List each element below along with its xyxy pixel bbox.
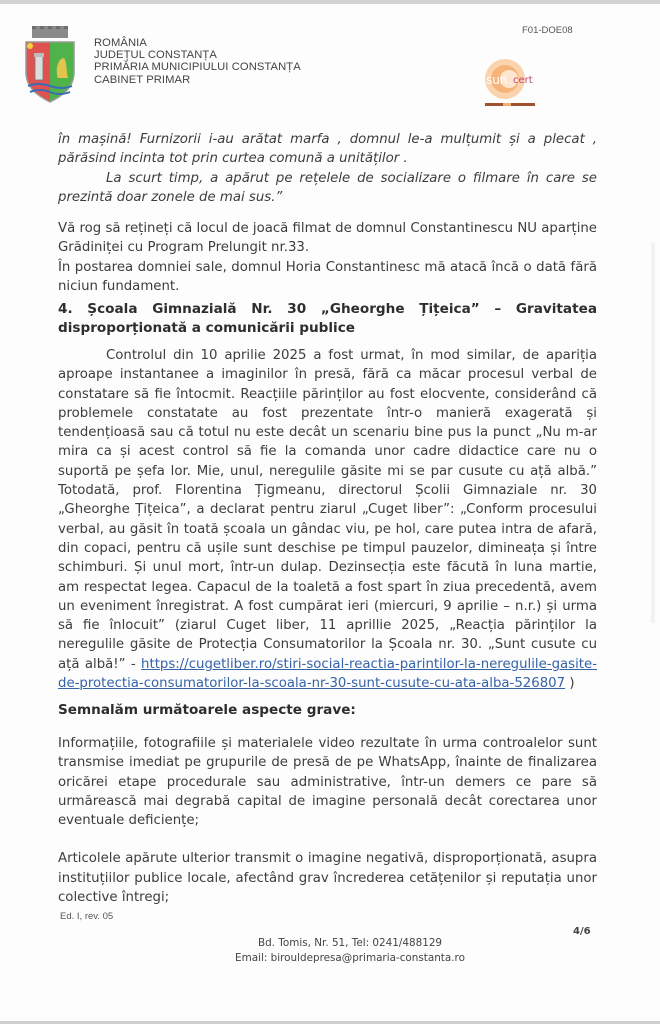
constanta-coat-of-arms-icon <box>20 26 80 106</box>
playground-statement <box>58 219 597 296</box>
suncert-cert-text: cert <box>513 75 533 86</box>
section-4-closing: ) <box>565 676 575 692</box>
footer-contact <box>200 936 500 966</box>
edition-revision: Ed. I, rev. 05 <box>60 911 114 922</box>
page-edge-shadow <box>651 243 655 623</box>
section-4-paragraph <box>58 346 597 693</box>
suncert-logo-icon <box>481 57 545 113</box>
document-reference: F01-DOE08 <box>522 25 573 36</box>
section-4-text: Controlul din 10 aprilie 2025 a fost urmat, în mod similar, de apariția aproape instantanee a imaginilor în presă, fără ca măcar procesul verbal de constatare să fie întocmit. Reacțiile părinților au fost elocvente, considerând că problemele constatate au fost prezentate într-o manieră exagerată și tendențioasă sau că totul nu este decât un scenariu bine pus la punct „Nu m-ar mira ca și acest control să fie la comanda unor cadre didactice care nu o suportă pe șefa lor. Mie, unul, neregulile găsite mi se par cusute cu ață albă.” Totodată, prof. Florentina Țigmeanu, directorul Școlii Gimnaziale nr. 30 „Gheorghe Țițeica”, a declarat pentru ziarul „Cuget liber”: „Conform procesului verbal, au găsit în toată școala un gândac viu, pe hol, care putea intra de afară, din copaci, pentru că ușile sunt deschise pe timpul pauzelor, dimineața și între schimburi. Și unul mort, într-un dulap. Dezinsecția este făcută în luna martie, am respectat legea. Capacul de la toaletă a fost spart în ziua precedentă, avem un eveniment înregistrat. A fost cumpărat ieri (miercuri, 9 aprilie – n.r.) și urma să fie înlocuit” (ziarul Cuget liber, 11 aprillie 2025, „Reacția părinților la neregulile găsite de Protecția Consumatorilor la Școala nr. 30. „Sunt cusute cu ață albă!” - <box>58 348 597 672</box>
quote-paragraph-1: în mașină! Furnizorii i-au arătat marfa , domnul le-a mulțumit și a plecat , părăsind incinta tot prin curtea comună a unităților . <box>58 132 597 167</box>
aspect-item: Articolele apărute ulterior transmit o imagine negativă, disproporționată, asupra instituțiilor publice locale, afectând grav încrederea cetățenilor și reputația unor colective întregi; <box>58 851 597 906</box>
page-number: 4/6 <box>573 926 591 937</box>
aspect-item: Informațiile, fotografiile și materialele video rezultate în urma controalelor sunt transmise imediat pe grupurile de presă de pe WhatsApp, înainte de finalizarea oricărei etape procedurale sau administrative, într-un demers ce pare să urmărească mai degrabă capital de imagine personală decât corectarea unor eventuale deficiențe; <box>58 736 597 829</box>
header-country: ROMÂNIA <box>94 37 147 49</box>
page-top-edge <box>0 0 660 4</box>
header-cabinet: CABINET PRIMAR <box>94 73 191 86</box>
suncert-sun-text: sun <box>486 73 508 87</box>
footer-address: Bd. Tomis, Nr. 51, Tel: 0241/488129 <box>257 937 443 949</box>
header-city-hall: PRIMĂRIA MUNICIPIULUI CONSTANȚA <box>94 61 301 74</box>
serious-aspects-list <box>58 734 597 907</box>
institution-header <box>94 37 301 86</box>
attack-paragraph: În postarea domniei sale, domnul Horia Constantinesc mă atacă încă o dată fără niciun fundament. <box>58 259 597 294</box>
section-4-heading: 4. Școala Gimnazială Nr. 30 „Gheorghe Țițeica” – Gravitatea disproporționată a comunicării publice <box>58 301 597 336</box>
header-county: JUDEȚUL CONSTANȚA <box>94 49 217 62</box>
serious-aspects-heading: Semnalăm următoarele aspecte grave: <box>58 702 356 718</box>
playground-paragraph: Vă rog să rețineți că locul de joacă filmat de domnul Constantinescu NU aparține Grădiniței cu Program Prelungit nr.33. <box>58 221 597 256</box>
quoted-statement-continuation <box>58 130 597 207</box>
cugetliber-article-link[interactable]: https://cugetliber.ro/stiri-social-reactia-parintilor-la-neregulile-gasite-de-protectia-consumatorilor-la-scoala-nr-30-sunt-cusute-cu-ata-alba-526807 <box>58 656 597 692</box>
section-4-body <box>58 346 597 693</box>
quote-paragraph-2: La scurt timp, a apărut pe rețelele de socializare o filmare în care se prezintă doar zonele de mai sus.” <box>58 170 597 205</box>
footer-email: Email: birouldepresa@primaria-constanta.ro <box>235 952 465 964</box>
